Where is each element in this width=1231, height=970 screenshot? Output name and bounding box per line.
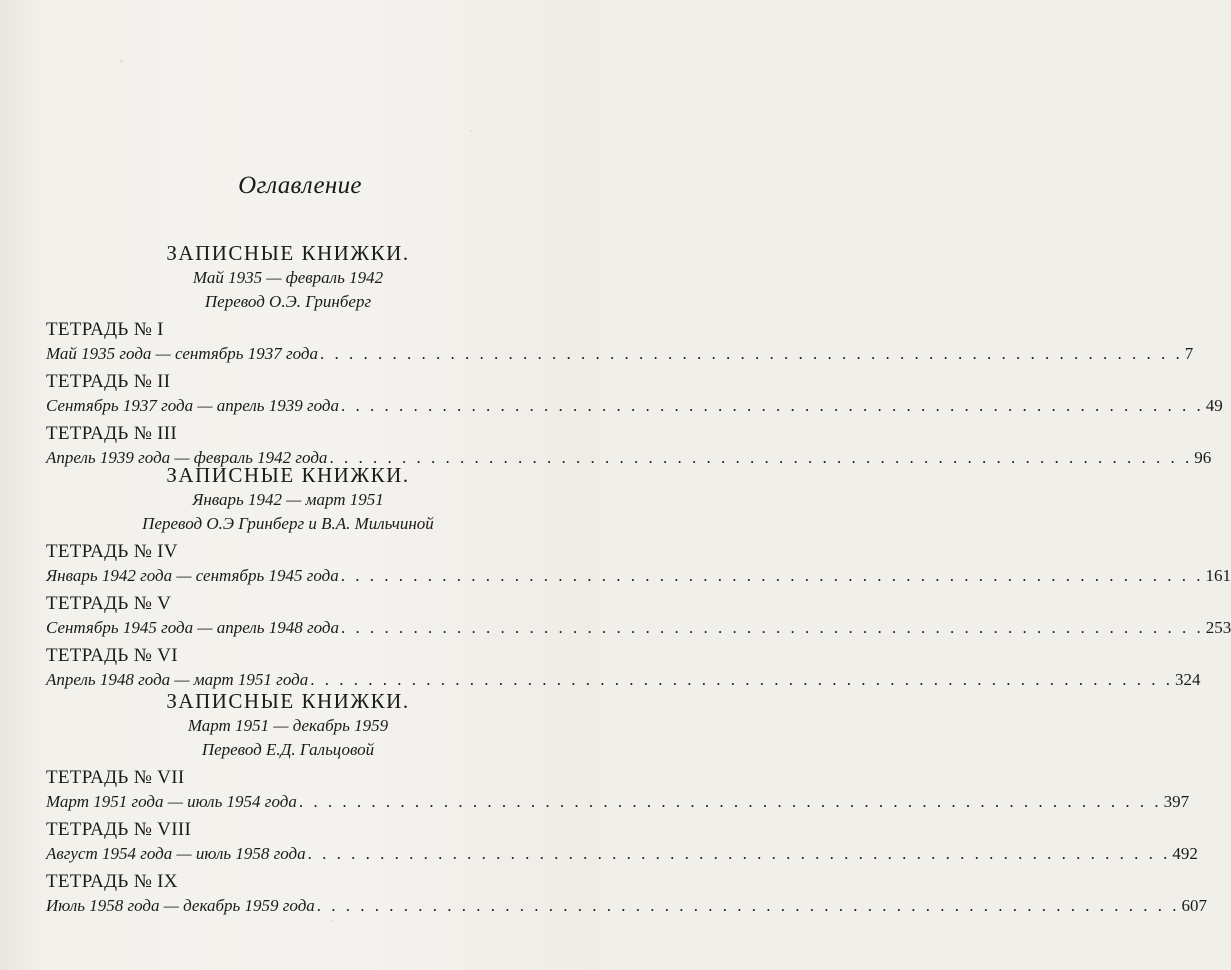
section-heading: ЗАПИСНЫЕ КНИЖКИ. — [166, 463, 410, 487]
paper-speck — [120, 60, 123, 63]
leader-dots: . . . . . . . . . . . . . . . . . . . . . . . . . . . . . . . . . . . . . . . . . . . . . . . . . . . . . . . . . . . . — [310, 670, 1173, 689]
entry-page: 607 — [1181, 896, 1208, 915]
leader-dots: . . . . . . . . . . . . . . . . . . . . . . . . . . . . . . . . . . . . . . . . . . . . . . . . . . . . . . . . . . . . — [307, 844, 1171, 863]
entry-page: 397 — [1163, 792, 1190, 811]
leader-dots: . . . . . . . . . . . . . . . . . . . . . . . . . . . . . . . . . . . . . . . . . . . . . . . . . . . . . . . . . . . . — [329, 448, 1193, 467]
toc-title: Оглавление — [238, 172, 362, 199]
section-translator: Перевод О.Э. Гринберг — [204, 292, 372, 311]
notebook-title: ТЕТРАДЬ № I — [46, 319, 164, 340]
paper-speck — [330, 920, 333, 922]
entry-range: Май 1935 года — сентябрь 1937 года — [46, 344, 319, 363]
section-dates: Май 1935 — февраль 1942 — [192, 268, 384, 287]
entry-page: 96 — [1194, 448, 1212, 467]
notebook-title: ТЕТРАДЬ № VIII — [46, 819, 192, 840]
notebook-title: ТЕТРАДЬ № VI — [46, 645, 178, 666]
notebook-title: ТЕТРАДЬ № II — [46, 371, 171, 392]
entry-page: 253 — [1205, 618, 1231, 637]
toc-entry[interactable] — [46, 616, 1231, 640]
section-2 — [46, 462, 1231, 692]
leader-dots: . . . . . . . . . . . . . . . . . . . . . . . . . . . . . . . . . . . . . . . . . . . . . . . . . . . . . . . . . . . . — [316, 896, 1180, 915]
entry-range: Сентябрь 1937 года — апрель 1939 года — [46, 396, 340, 415]
entry-range: Август 1954 года — июль 1958 года — [46, 844, 306, 863]
notebook-title: ТЕТРАДЬ № IX — [46, 871, 178, 892]
toc-entry[interactable] — [46, 394, 1223, 418]
entry-range: Сентябрь 1945 года — апрель 1948 года — [46, 618, 340, 637]
leader-dots: . . . . . . . . . . . . . . . . . . . . . . . . . . . . . . . . . . . . . . . . . . . . . . . . . . . . . . . . . . . . — [341, 618, 1204, 637]
notebook-title: ТЕТРАДЬ № V — [46, 593, 172, 614]
entry-page: 492 — [1172, 844, 1198, 863]
toc-entry[interactable] — [46, 790, 1190, 814]
notebook-title: ТЕТРАДЬ № III — [46, 423, 178, 444]
leader-dots: . . . . . . . . . . . . . . . . . . . . . . . . . . . . . . . . . . . . . . . . . . . . . . . . . . . . . . . . . . . . — [341, 396, 1204, 415]
toc-entry[interactable] — [46, 842, 1198, 866]
toc-entry[interactable] — [46, 564, 1231, 588]
entry-page: 161 — [1205, 566, 1231, 585]
notebook-title: ТЕТРАДЬ № VII — [46, 767, 185, 788]
toc-entry[interactable] — [46, 342, 1194, 366]
entry-range: Март 1951 года — июль 1954 года — [46, 792, 297, 811]
entry-range: Апрель 1948 года — март 1951 года — [46, 670, 309, 689]
section-dates: Январь 1942 — март 1951 — [192, 490, 384, 509]
entry-range: Апрель 1939 года — февраль 1942 года — [46, 448, 328, 467]
entry-page: 324 — [1174, 670, 1201, 689]
notebook-title: ТЕТРАДЬ № IV — [46, 541, 178, 562]
section-translator: Перевод О.Э Гринберг и В.А. Мильчиной — [142, 514, 434, 533]
section-heading: ЗАПИСНЫЕ КНИЖКИ. — [166, 241, 410, 265]
entry-range: Январь 1942 года — сентябрь 1945 года — [46, 566, 339, 585]
entry-page: 49 — [1205, 396, 1223, 415]
section-dates: Март 1951 — декабрь 1959 — [187, 716, 389, 735]
section-3 — [46, 688, 1208, 918]
entry-range: Июль 1958 года — декабрь 1959 года — [46, 896, 315, 915]
leader-dots: . . . . . . . . . . . . . . . . . . . . . . . . . . . . . . . . . . . . . . . . . . . . . . . . . . . . . . . . . . . . — [298, 792, 1162, 811]
toc-entry[interactable] — [46, 894, 1208, 918]
leader-dots: . . . . . . . . . . . . . . . . . . . . . . . . . . . . . . . . . . . . . . . . . . . . . . . . . . . . . . . . . . . . — [320, 344, 1183, 363]
leader-dots: . . . . . . . . . . . . . . . . . . . . . . . . . . . . . . . . . . . . . . . . . . . . . . . . . . . . . . . . . . . . — [340, 566, 1204, 585]
entry-page: 7 — [1184, 344, 1194, 363]
paper-speck — [470, 130, 472, 132]
section-heading: ЗАПИСНЫЕ КНИЖКИ. — [166, 689, 410, 713]
section-1 — [46, 240, 1223, 470]
section-translator: Перевод Е.Д. Гальцовой — [201, 740, 375, 759]
